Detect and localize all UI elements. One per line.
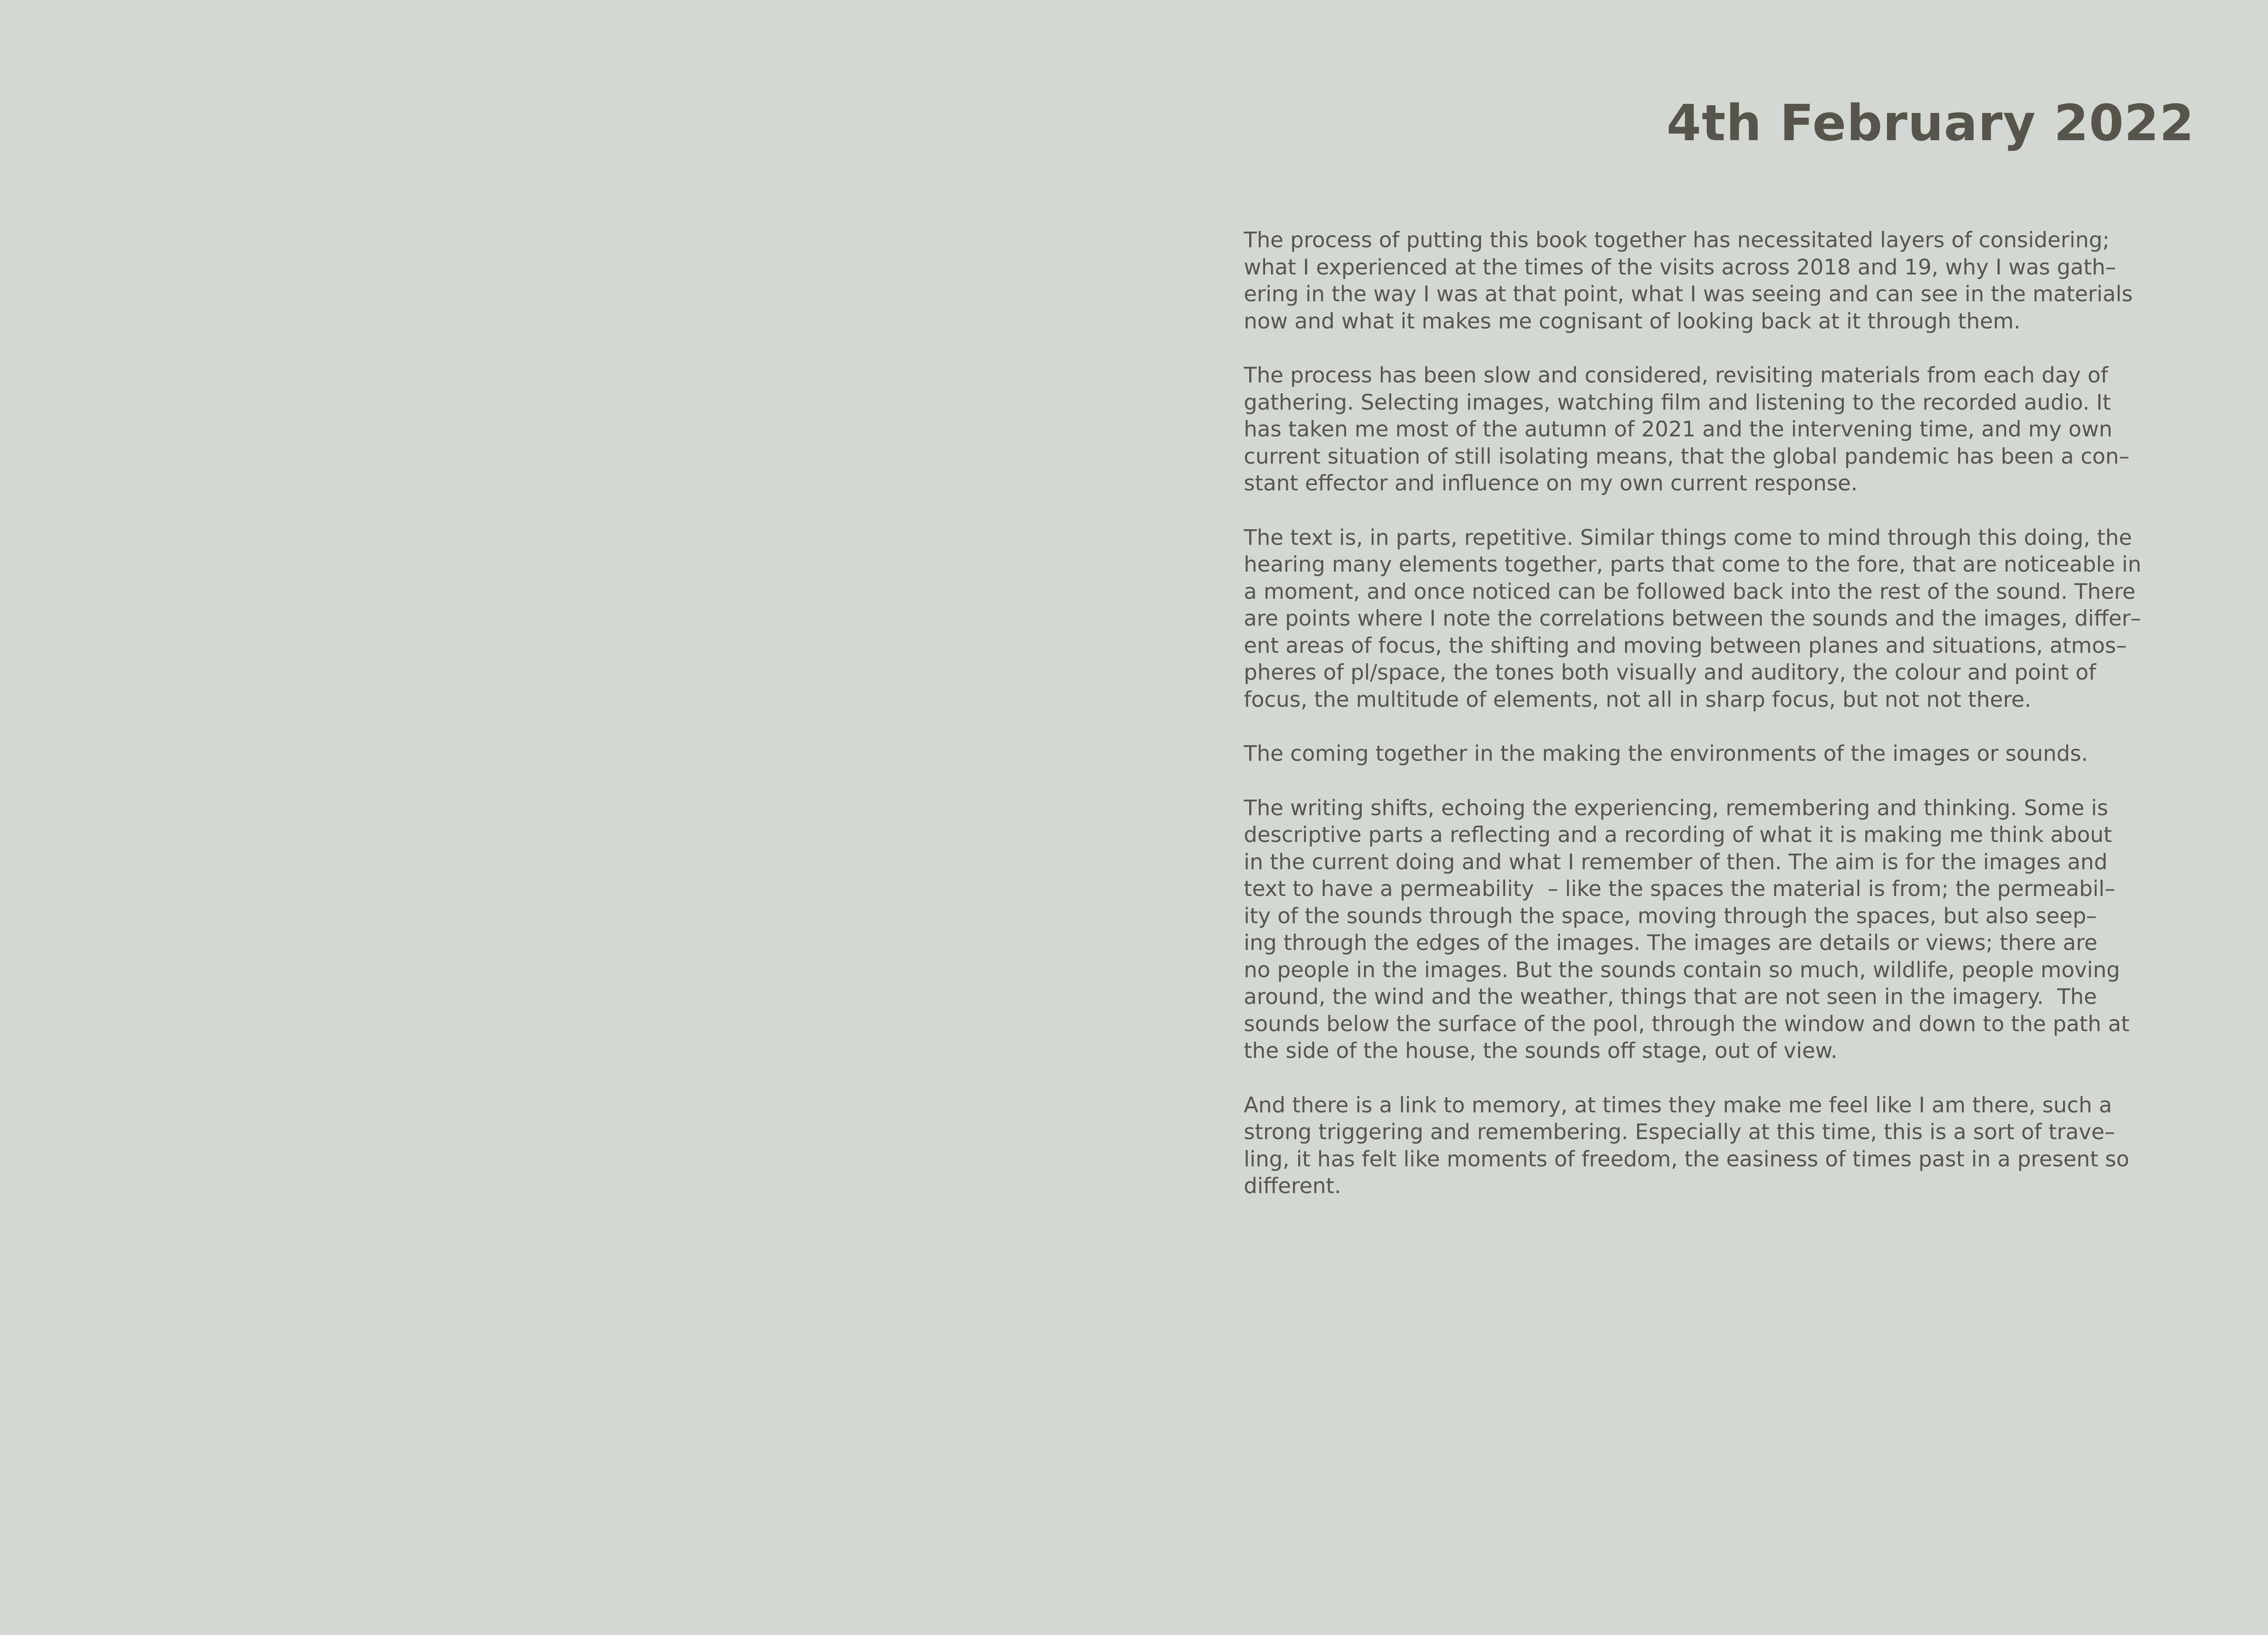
text-line: text to have a permeability – like the spaces the material is from; the permeabil– <box>1244 876 2116 901</box>
text-line: a moment, and once noticed can be followed back into the rest of the sound. There <box>1244 579 2136 604</box>
paragraph-1 <box>1244 227 2174 335</box>
paragraph-5 <box>1244 795 2174 1065</box>
text-line: strong triggering and remembering. Especially at this time, this is a sort of trave– <box>1244 1120 2115 1145</box>
text-line: ling, it has felt like moments of freedom, the easiness of times past in a present so <box>1244 1146 2130 1172</box>
text-line: The coming together in the making the environments of the images or sounds. <box>1244 741 2088 766</box>
text-line: ity of the sounds through the space, moving through the spaces, but also seep– <box>1244 903 2097 929</box>
text-line: The process has been slow and considered, revisiting materials from each day of <box>1244 363 2108 388</box>
body-text <box>1244 227 2174 1227</box>
text-line: stant effector and influence on my own current response. <box>1244 471 1858 496</box>
paragraph-6 <box>1244 1092 2174 1200</box>
text-line: different. <box>1244 1174 1341 1199</box>
text-line: the side of the house, the sounds off stage, out of view. <box>1244 1038 1838 1063</box>
text-line: current situation of still isolating means, that the global pandemic has been a con– <box>1244 444 2130 469</box>
paragraph-4 <box>1244 740 2174 768</box>
text-line: now and what it makes me cognisant of looking back at it through them. <box>1244 308 2021 334</box>
right-page <box>1145 0 2268 1635</box>
text-line: The process of putting this book together has necessitated layers of considering; <box>1244 228 2110 253</box>
text-line: in the current doing and what I remember of then. The aim is for the images and <box>1244 849 2108 875</box>
text-line: what I experienced at the times of the visits across 2018 and 19, why I was gath– <box>1244 255 2116 280</box>
text-line: ent areas of focus, the shifting and moving between planes and situations, atmos– <box>1244 633 2127 658</box>
text-line: The writing shifts, echoing the experiencing, remembering and thinking. Some is <box>1244 795 2108 821</box>
text-line: descriptive parts a reflecting and a recording of what it is making me think about <box>1244 822 2112 847</box>
text-line: are points where I note the correlations between the sounds and the images, differ– <box>1244 606 2141 631</box>
text-line: around, the wind and the weather, things that are not seen in the imagery. The <box>1244 984 2097 1009</box>
text-line: ing through the edges of the images. The images are details or views; there are <box>1244 930 2097 955</box>
text-line: no people in the images. But the sounds contain so much, wildlife, people moving <box>1244 957 2120 983</box>
text-line: gathering. Selecting images, watching film and listening to the recorded audio. It <box>1244 390 2111 415</box>
text-line: hearing many elements together, parts that come to the fore, that are noticeable in <box>1244 552 2141 577</box>
text-line: has taken me most of the autumn of 2021 and the intervening time, and my own <box>1244 417 2112 442</box>
text-line: focus, the multitude of elements, not all in sharp focus, but not not there. <box>1244 687 2031 712</box>
text-line: And there is a link to memory, at times they make me feel like I am there, such a <box>1244 1092 2112 1118</box>
paragraph-2 <box>1244 362 2174 497</box>
page-title: 4th February 2022 <box>1667 94 2195 152</box>
paragraph-3 <box>1244 524 2174 714</box>
text-line: pheres of pl/space, the tones both visually and auditory, the colour and point of <box>1244 660 2096 685</box>
text-line: sounds below the surface of the pool, through the window and down to the path at <box>1244 1011 2130 1037</box>
text-line: The text is, in parts, repetitive. Similar things come to mind through this doing, the <box>1244 525 2132 550</box>
text-line: ering in the way I was at that point, what I was seeing and can see in the materials <box>1244 282 2133 307</box>
